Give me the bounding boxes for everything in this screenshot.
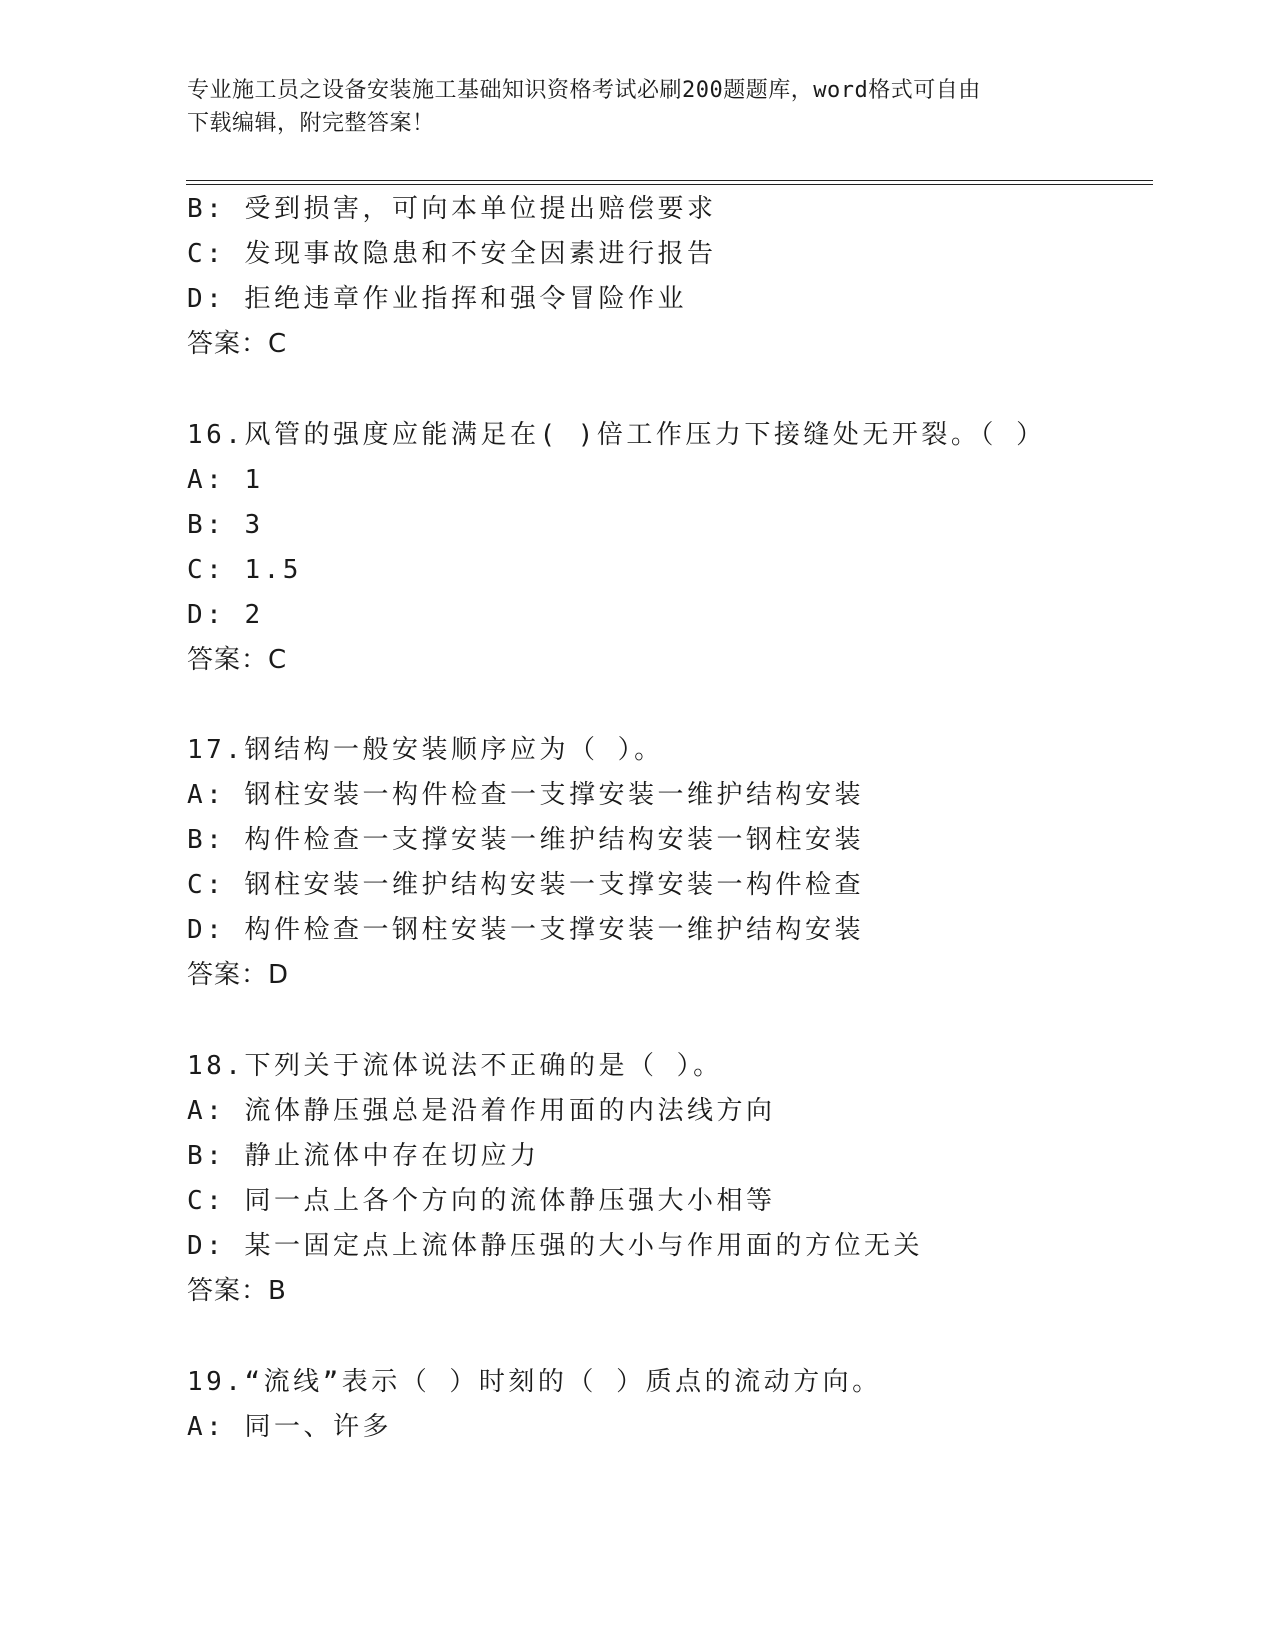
q17-option-d: D: 构件检查一钢柱安装一支撑安装一维护结构安装 bbox=[187, 915, 864, 945]
q16-option-d: D: 2 bbox=[187, 600, 264, 630]
q15-option-d: D: 拒绝违章作业指挥和强令冒险作业 bbox=[187, 284, 687, 314]
document-header bbox=[187, 74, 1067, 140]
q19-option-a: A: 同一、许多 bbox=[187, 1412, 392, 1442]
q18-option-d: D: 某一固定点上流体静压强的大小与作用面的方位无关 bbox=[187, 1231, 923, 1261]
q16-question: 16.风管的强度应能满足在( )倍工作压力下接缝处无开裂。（ ） bbox=[187, 420, 1046, 450]
header-line-2: 下载编辑，附完整答案！ bbox=[187, 111, 435, 136]
q16-answer: 答案：C bbox=[187, 645, 288, 675]
q18-option-a: A: 流体静压强总是沿着作用面的内法线方向 bbox=[187, 1096, 776, 1126]
q17-question: 17.钢结构一般安装顺序应为（ ）。 bbox=[187, 735, 664, 765]
q18-option-b: B: 静止流体中存在切应力 bbox=[187, 1141, 540, 1171]
q17-option-b: B: 构件检查一支撑安装一维护结构安装一钢柱安装 bbox=[187, 825, 864, 855]
q16-option-c: C: 1.5 bbox=[187, 555, 302, 585]
q18-question: 18.下列关于流体说法不正确的是（ ）。 bbox=[187, 1051, 723, 1081]
header-line-1: 专业施工员之设备安装施工基础知识资格考试必刷200题题库，word格式可自由 bbox=[187, 78, 981, 103]
header-divider-bottom bbox=[186, 184, 1153, 185]
q19-question: 19.“流线”表示（ ）时刻的（ ）质点的流动方向。 bbox=[187, 1367, 882, 1397]
q16-option-b: B: 3 bbox=[187, 510, 264, 540]
q17-answer: 答案：D bbox=[187, 960, 290, 990]
q17-option-a: A: 钢柱安装一构件检查一支撑安装一维护结构安装 bbox=[187, 780, 864, 810]
q18-option-c: C: 同一点上各个方向的流体静压强大小相等 bbox=[187, 1186, 776, 1216]
q15-option-b: B: 受到损害，可向本单位提出赔偿要求 bbox=[187, 194, 717, 224]
q16-option-a: A: 1 bbox=[187, 465, 264, 495]
q18-answer: 答案：B bbox=[187, 1276, 287, 1306]
q15-answer: 答案：C bbox=[187, 329, 288, 359]
q15-option-c: C: 发现事故隐患和不安全因素进行报告 bbox=[187, 239, 717, 269]
q17-option-c: C: 钢柱安装一维护结构安装一支撑安装一构件检查 bbox=[187, 870, 864, 900]
header-divider-top bbox=[186, 180, 1153, 181]
